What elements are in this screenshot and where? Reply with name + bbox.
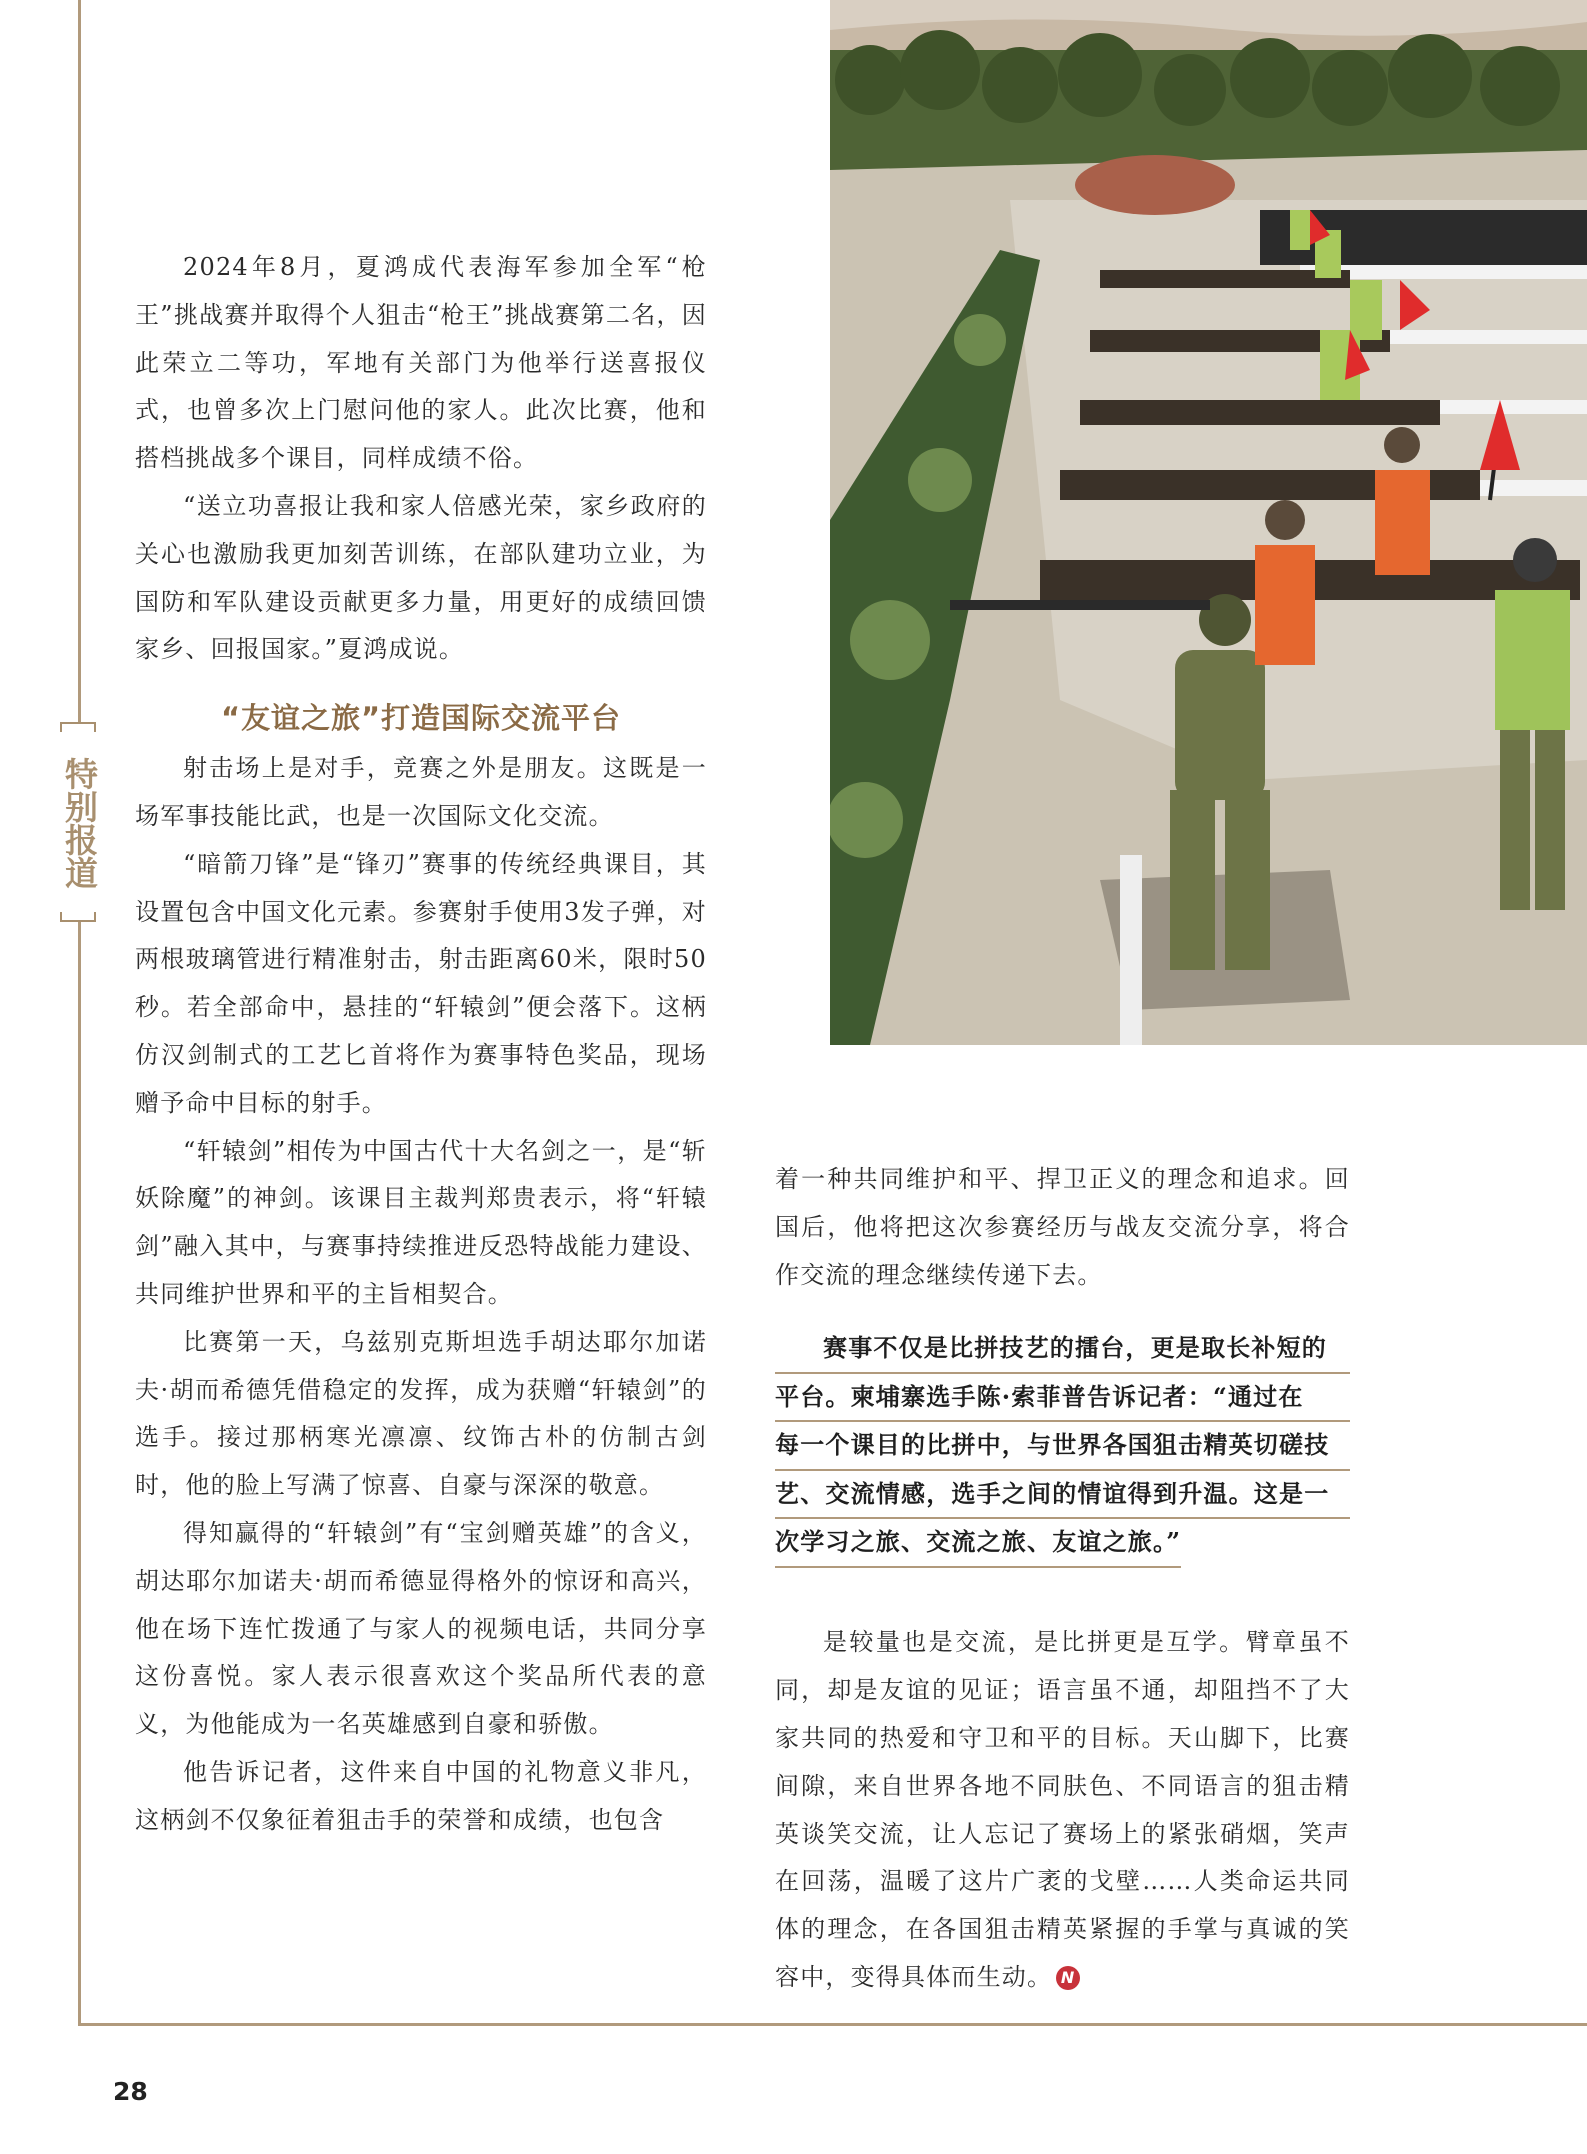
section-tag: [56, 722, 100, 922]
paragraph: 射击场上是对手，竞赛之外是朋友。这既是一场军事技能比武，也是一次国际文化交流。: [135, 754, 707, 830]
shooting-range-photo: [830, 0, 1587, 1045]
paragraph: 他告诉记者，这件来自中国的礼物意义非凡，这柄剑不仅象征着狙击手的荣誉和成绩，也包含: [135, 1757, 707, 1834]
pull-quote: [775, 1325, 1350, 1583]
pull-quote-line: 每一个课目的比拼中，与世界各国狙击精英切磋技: [775, 1422, 1350, 1471]
pull-quote-line: 艺、交流情感，选手之间的情谊得到升温。这是一: [775, 1471, 1350, 1520]
paragraph: “轩辕剑”相传为中国古代十大名剑之一，是“斩妖除魔”的神剑。该课目主裁判郑贵表示，将“轩辕剑”融入其中，与赛事持续推进反恐特战能力建设、共同维护世界和平的主旨相契合。: [135, 1136, 707, 1308]
paragraph: “送立功喜报让我和家人倍感光荣，家乡政府的关心也激励我更加刻苦训练，在部队建功立业，为国防和军队建设贡献更多力量，用更好的成绩回馈家乡、回报国家。”夏鸿成说。: [135, 491, 707, 664]
paragraph: “暗箭刀锋”是“锋刃”赛事的传统经典课目，其设置包含中国文化元素。参赛射手使用3发子弹，对两根玻璃管进行精准射击，射击距离60米，限时50秒。若全部命中，悬挂的“轩辕剑”便会落下。这柄仿汉剑制式的工艺匕首将作为赛事特色奖品，现场赠予命中目标的射手。: [135, 849, 707, 1117]
page-number: 28: [113, 2077, 148, 2106]
paragraph: 比赛第一天，乌兹别克斯坦选手胡达耶尔加诺夫·胡而希德凭借稳定的发挥，成为获赠“轩辕剑”的选手。接过那柄寒光凛凛、纹饰古朴的仿制古剑时，他的脸上写满了惊喜、自豪与深深的敬意。: [135, 1327, 707, 1500]
section-tag-label: 特别报道: [60, 757, 99, 889]
section-tag-bracket-top: [60, 722, 96, 732]
page-frame-bottom-rule: [78, 2023, 1587, 2026]
closing-paragraph: [775, 1619, 1350, 2001]
end-mark-icon: N: [1056, 1966, 1080, 1990]
shooting-range-illustration: [830, 0, 1587, 1045]
paragraph: 2024年8月，夏鸿成代表海军参加全军“枪王”挑战赛并取得个人狙击“枪王”挑战赛第二名，因此荣立二等功，军地有关部门为他举行送喜报仪式，也曾多次上门慰问他的家人。此次比赛，他和搭档挑战多个课目，同样成绩不俗。: [135, 253, 707, 473]
section-heading: “友谊之旅”打造国际交流平台: [220, 701, 622, 736]
right-column: [775, 1156, 1350, 2002]
paragraph: 得知赢得的“轩辕剑”有“宝剑赠英雄”的含义，胡达耶尔加诺夫·胡而希德显得格外的惊讶和高兴，他在场下连忙拨通了与家人的视频电话，共同分享这份喜悦。家人表示很喜欢这个奖品所代表的意义，为他能成为一名英雄感到自豪和骄傲。: [135, 1518, 707, 1739]
pull-quote-line: 平台。柬埔寨选手陈·索菲普告诉记者：“通过在: [775, 1374, 1350, 1423]
left-column: [135, 244, 707, 1845]
continuation-paragraph: 着一种共同维护和平、捍卫正义的理念和追求。回国后，他将把这次参赛经历与战友交流分享，将合作交流的理念继续传递下去。: [775, 1165, 1350, 1289]
pull-quote-line: 次学习之旅、交流之旅、友谊之旅。”: [775, 1519, 1181, 1568]
closing-paragraph-text: 是较量也是交流，是比拼更是互学。臂章虽不同，却是友谊的见证；语言虽不通，却阻挡不了大家共同的热爱和守卫和平的目标。天山脚下，比赛间隙，来自世界各地不同肤色、不同语言的狙击精英谈笑交流，让人忘记了赛场上的紧张硝烟，笑声在回荡，温暖了这片广袤的戈壁……人类命运共同体的理念，在各国狙击精英紧握的手掌与真诚的笑容中，变得具体而生动。: [775, 1628, 1350, 1991]
section-tag-bracket-bottom: [60, 912, 96, 922]
page-frame-left-rule: [78, 0, 81, 2026]
pull-quote-line: 赛事不仅是比拼技艺的擂台，更是取长补短的: [775, 1325, 1350, 1374]
